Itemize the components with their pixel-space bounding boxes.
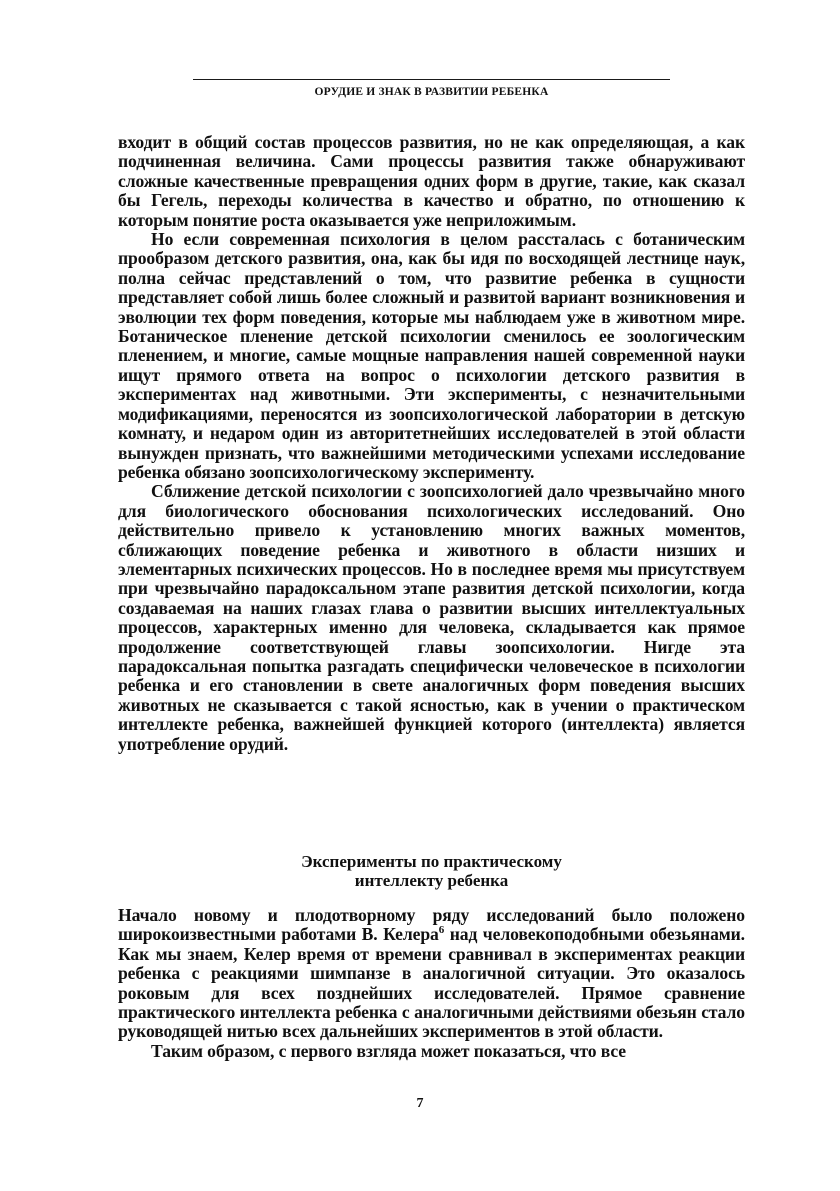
paragraph: Сближение детской психологии с зоопсихологией дало чрезвычайно много для биологического обоснования психологических исследований. Оно действительно привело к установлению многих важных моментов, сближающих поведение ребенка и животного в области низших и элементарных психических процессов. Но в последнее время мы присутствуем при чрезвычайно парадоксальном этапе развития детской психологии, когда создаваемая на наших глазах глава о развитии высших интеллектуальных процессов, характерных именно для человека, складывается как прямое продолжение соответствующей главы зоопсихологии. Нигде эта парадоксальная попытка разгадать специфически человеческое в психологии ребенка и его становлении в свете аналогичных форм поведения высших животных не сказывается с такой ясностью, как в учении о практическом интеллекте ребенка, важнейшей функцией которого (интеллекта) является употребление орудий. (118, 481, 745, 754)
running-header: ОРУДИЕ И ЗНАК В РАЗВИТИИ РЕБЕНКА (314, 86, 549, 98)
page-number: 7 (416, 1096, 424, 1111)
paragraph-text-end: над человекоподобными обезьянами. Как мы знаем, Келер время от времени сравнивал в экспериментах реакции ребенка с реакциями шимпанзе в аналогичной ситуации. Это оказалось роковым для всех позднейших исследователей. Прямое сравнение практического интеллекта ребенка с аналогичными действиями обезьян стало руководящей нитью всех дальнейших экспериментов в этой области. (118, 924, 745, 1042)
paragraph (118, 906, 745, 1042)
paragraph: Но если современная психология в целом рассталась с ботаническим прообразом детского развития, она, как бы идя по восходящей лестнице наук, полна сейчас представлений о том, что развитие ребенка в сущности представляет собой лишь более сложный и развитой вариант возникновения и эволюции тех форм поведения, которые мы наблюдаем уже в животном мире. Ботаническое пленение детской психологии сменилось ее зоологическим пленением, и многие, самые мощные направления нашей современной науки ищут прямого ответа на вопрос о психологии детского развития в экспериментах над животными. Эти эксперименты, с незначительными модификациями, переносятся из зоопсихологической лаборатории в детскую комнату, и недаром один из авторитетнейших исследователей в этой области вынужден признать, что важнейшими методическими успехами исследование ребенка обязано зоопсихологическому эксперименту. (118, 229, 745, 482)
paragraph-text-start: Начало новому и плодотворному ряду исследований было положено широкоизвестными работами В. Келера (118, 905, 745, 945)
paragraph: входит в общий состав процессов развития, но не как определяющая, а как подчиненная величина. Сами процессы развития также обнаруживают сложные качественные превращения одних форм в другие, такие, как сказал бы Гегель, переходы количества в качество и обратно, по отношению к которым понятие роста оказывается уже неприложимым. (118, 132, 745, 230)
section-1-text (118, 133, 745, 754)
heading-line-2: интеллекту ребенка (354, 871, 509, 890)
section-2-text (118, 906, 745, 1061)
header-rule (193, 79, 670, 80)
footnote-ref: 6 (438, 924, 445, 937)
heading-line-1: Эксперименты по практическому (301, 852, 562, 871)
section-heading (118, 852, 745, 890)
paragraph: Таким образом, с первого взгляда может показаться, что все (151, 1040, 626, 1061)
